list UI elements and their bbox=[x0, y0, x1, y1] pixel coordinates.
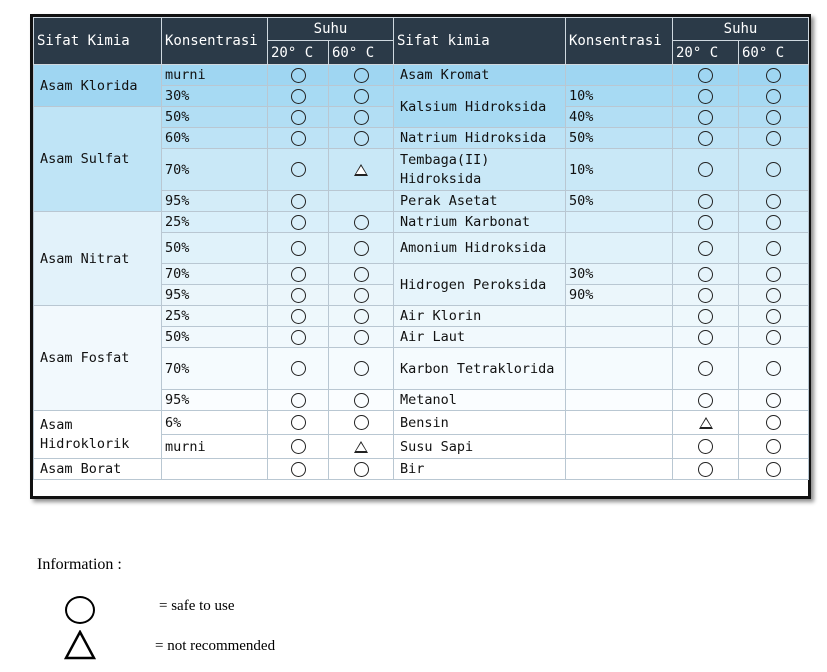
circle-icon bbox=[766, 462, 781, 477]
rating-20c-left bbox=[268, 390, 329, 411]
circle-icon bbox=[354, 288, 369, 303]
rating-60c-right bbox=[739, 285, 809, 306]
rating-60c-left bbox=[329, 191, 394, 212]
chemical-name-right: Air Laut bbox=[394, 327, 566, 348]
chemical-name-right: Metanol bbox=[394, 390, 566, 411]
rating-60c-left bbox=[329, 86, 394, 107]
header-20c-right: 20° C bbox=[673, 41, 739, 65]
rating-60c-left bbox=[329, 285, 394, 306]
rating-20c-left bbox=[268, 212, 329, 233]
rating-20c-right bbox=[673, 435, 739, 459]
rating-60c-right bbox=[739, 107, 809, 128]
circle-icon bbox=[698, 241, 713, 256]
rating-60c-left bbox=[329, 459, 394, 480]
rating-60c-right bbox=[739, 191, 809, 212]
rating-20c-right bbox=[673, 233, 739, 264]
circle-icon bbox=[766, 439, 781, 454]
concentration-right: 50% bbox=[566, 128, 673, 149]
circle-icon bbox=[291, 330, 306, 345]
chemical-name-right: Natrium Hidroksida bbox=[394, 128, 566, 149]
table-row bbox=[34, 459, 809, 480]
concentration-left: murni bbox=[162, 435, 268, 459]
concentration-right bbox=[566, 327, 673, 348]
rating-20c-left bbox=[268, 233, 329, 264]
rating-60c-left bbox=[329, 233, 394, 264]
concentration-right bbox=[566, 435, 673, 459]
concentration-left: 70% bbox=[162, 149, 268, 191]
rating-20c-right bbox=[673, 149, 739, 191]
circle-icon bbox=[698, 215, 713, 230]
concentration-left: 70% bbox=[162, 348, 268, 390]
circle-icon bbox=[766, 89, 781, 104]
table-row bbox=[34, 411, 809, 435]
circle-icon bbox=[766, 330, 781, 345]
concentration-left: 25% bbox=[162, 212, 268, 233]
circle-icon bbox=[766, 162, 781, 177]
table-body bbox=[34, 65, 809, 480]
header-suhu-left: Suhu bbox=[268, 18, 394, 41]
concentration-right: 50% bbox=[566, 191, 673, 212]
rating-60c-left bbox=[329, 107, 394, 128]
header-konsentrasi-right: Konsentrasi bbox=[566, 18, 673, 65]
rating-20c-right bbox=[673, 107, 739, 128]
rating-60c-left bbox=[329, 212, 394, 233]
concentration-left: 6% bbox=[162, 411, 268, 435]
rating-60c-left bbox=[329, 264, 394, 285]
circle-icon bbox=[698, 439, 713, 454]
rating-20c-right bbox=[673, 128, 739, 149]
circle-icon bbox=[698, 361, 713, 376]
circle-icon bbox=[766, 194, 781, 209]
concentration-right bbox=[566, 233, 673, 264]
concentration-right: 90% bbox=[566, 285, 673, 306]
rating-60c-right bbox=[739, 306, 809, 327]
circle-icon bbox=[291, 267, 306, 282]
chemical-name-right: Natrium Karbonat bbox=[394, 212, 566, 233]
circle-icon bbox=[698, 131, 713, 146]
rating-20c-left bbox=[268, 107, 329, 128]
chemical-name-right: Karbon Tetraklorida bbox=[394, 348, 566, 390]
rating-20c-right bbox=[673, 306, 739, 327]
concentration-left bbox=[162, 459, 268, 480]
rating-60c-left bbox=[329, 327, 394, 348]
chemical-name-right: Tembaga(II) Hidroksida bbox=[394, 149, 566, 191]
rating-60c-left bbox=[329, 435, 394, 459]
header-sifat-kimia-left: Sifat Kimia bbox=[34, 18, 162, 65]
rating-20c-left bbox=[268, 149, 329, 191]
chemical-name-left: Asam Fosfat bbox=[34, 306, 162, 411]
chemical-name-left: Asam Sulfat bbox=[34, 107, 162, 212]
circle-icon bbox=[766, 131, 781, 146]
rating-60c-right bbox=[739, 65, 809, 86]
rating-20c-right bbox=[673, 411, 739, 435]
chemical-name-left: Asam Nitrat bbox=[34, 212, 162, 306]
circle-icon bbox=[354, 215, 369, 230]
concentration-right bbox=[566, 411, 673, 435]
concentration-left: murni bbox=[162, 65, 268, 86]
rating-20c-left bbox=[268, 348, 329, 390]
circle-icon bbox=[354, 361, 369, 376]
chemical-name-right: Bensin bbox=[394, 411, 566, 435]
concentration-left: 95% bbox=[162, 390, 268, 411]
rating-20c-left bbox=[268, 191, 329, 212]
rating-20c-right bbox=[673, 65, 739, 86]
chemical-resistance-table-frame bbox=[30, 14, 811, 499]
circle-icon bbox=[698, 288, 713, 303]
rating-60c-right bbox=[739, 411, 809, 435]
rating-60c-left bbox=[329, 65, 394, 86]
circle-icon bbox=[698, 309, 713, 324]
chemical-name-right: Perak Asetat bbox=[394, 191, 566, 212]
concentration-right bbox=[566, 212, 673, 233]
rating-20c-left bbox=[268, 306, 329, 327]
concentration-left: 95% bbox=[162, 285, 268, 306]
rating-20c-right bbox=[673, 191, 739, 212]
circle-icon bbox=[766, 309, 781, 324]
circle-icon bbox=[766, 288, 781, 303]
rating-60c-right bbox=[739, 459, 809, 480]
circle-icon bbox=[354, 330, 369, 345]
concentration-left: 30% bbox=[162, 86, 268, 107]
circle-icon bbox=[354, 393, 369, 408]
circle-icon bbox=[766, 241, 781, 256]
table-row bbox=[34, 306, 809, 327]
concentration-right: 40% bbox=[566, 107, 673, 128]
circle-icon bbox=[291, 89, 306, 104]
circle-icon bbox=[698, 194, 713, 209]
triangle-icon bbox=[64, 630, 96, 660]
circle-icon bbox=[766, 110, 781, 125]
rating-60c-left bbox=[329, 390, 394, 411]
rating-60c-right bbox=[739, 435, 809, 459]
rating-20c-left bbox=[268, 459, 329, 480]
rating-20c-left bbox=[268, 435, 329, 459]
rating-20c-left bbox=[268, 285, 329, 306]
header-60c-left: 60° C bbox=[329, 41, 394, 65]
rating-60c-left bbox=[329, 128, 394, 149]
circle-icon bbox=[291, 393, 306, 408]
circle-icon bbox=[766, 415, 781, 430]
circle-icon bbox=[698, 68, 713, 83]
chemical-name-right: Asam Kromat bbox=[394, 65, 566, 86]
circle-icon bbox=[354, 462, 369, 477]
rating-20c-left bbox=[268, 128, 329, 149]
header-60c-right: 60° C bbox=[739, 41, 809, 65]
legend-triangle-label: = not recommended bbox=[155, 638, 276, 654]
rating-20c-right bbox=[673, 86, 739, 107]
rating-60c-right bbox=[739, 212, 809, 233]
chemical-name-right: Kalsium Hidroksida bbox=[394, 86, 566, 128]
circle-icon bbox=[291, 194, 306, 209]
rating-20c-right bbox=[673, 459, 739, 480]
rating-60c-right bbox=[739, 86, 809, 107]
circle-icon bbox=[698, 89, 713, 104]
header-20c-left: 20° C bbox=[268, 41, 329, 65]
circle-icon bbox=[698, 110, 713, 125]
rating-60c-right bbox=[739, 348, 809, 390]
circle-icon bbox=[766, 68, 781, 83]
rating-60c-left bbox=[329, 149, 394, 191]
chemical-name-right: Hidrogen Peroksida bbox=[394, 264, 566, 306]
circle-icon bbox=[354, 89, 369, 104]
concentration-right bbox=[566, 306, 673, 327]
concentration-left: 70% bbox=[162, 264, 268, 285]
concentration-right: 30% bbox=[566, 264, 673, 285]
circle-icon bbox=[291, 241, 306, 256]
chemical-name-right: Air Klorin bbox=[394, 306, 566, 327]
header-suhu-right: Suhu bbox=[673, 18, 809, 41]
circle-icon bbox=[291, 68, 306, 83]
rating-20c-right bbox=[673, 264, 739, 285]
circle-icon bbox=[291, 415, 306, 430]
circle-icon bbox=[766, 361, 781, 376]
rating-60c-left bbox=[329, 348, 394, 390]
concentration-left: 95% bbox=[162, 191, 268, 212]
rating-60c-left bbox=[329, 306, 394, 327]
chemical-name-right: Susu Sapi bbox=[394, 435, 566, 459]
circle-icon bbox=[766, 267, 781, 282]
rating-60c-right bbox=[739, 390, 809, 411]
circle-icon bbox=[291, 309, 306, 324]
concentration-left: 25% bbox=[162, 306, 268, 327]
concentration-left: 50% bbox=[162, 233, 268, 264]
circle-icon bbox=[766, 215, 781, 230]
circle-icon bbox=[291, 288, 306, 303]
rating-60c-right bbox=[739, 264, 809, 285]
table-row bbox=[34, 212, 809, 233]
rating-60c-right bbox=[739, 327, 809, 348]
circle-icon bbox=[698, 462, 713, 477]
circle-icon bbox=[766, 393, 781, 408]
rating-60c-right bbox=[739, 149, 809, 191]
rating-20c-right bbox=[673, 390, 739, 411]
chemical-name-left: Asam Klorida bbox=[34, 65, 162, 107]
rating-20c-left bbox=[268, 327, 329, 348]
circle-icon bbox=[698, 267, 713, 282]
concentration-left: 60% bbox=[162, 128, 268, 149]
triangle-icon bbox=[354, 164, 368, 176]
table-row bbox=[34, 65, 809, 86]
concentration-right: 10% bbox=[566, 86, 673, 107]
chemical-name-right: Bir bbox=[394, 459, 566, 480]
rating-20c-right bbox=[673, 285, 739, 306]
legend-circle-label: = safe to use bbox=[159, 598, 235, 614]
circle-icon bbox=[354, 241, 369, 256]
circle-icon bbox=[354, 415, 369, 430]
rating-20c-right bbox=[673, 327, 739, 348]
chemical-resistance-table bbox=[33, 17, 809, 480]
header-konsentrasi-left: Konsentrasi bbox=[162, 18, 268, 65]
concentration-right bbox=[566, 348, 673, 390]
circle-icon bbox=[291, 439, 306, 454]
chemical-name-right: Amonium Hidroksida bbox=[394, 233, 566, 264]
rating-60c-right bbox=[739, 233, 809, 264]
circle-icon bbox=[291, 361, 306, 376]
circle-icon bbox=[291, 110, 306, 125]
circle-icon bbox=[354, 267, 369, 282]
rating-20c-left bbox=[268, 264, 329, 285]
circle-icon bbox=[354, 131, 369, 146]
rating-20c-left bbox=[268, 65, 329, 86]
circle-icon bbox=[698, 162, 713, 177]
circle-icon bbox=[65, 596, 95, 624]
triangle-icon bbox=[699, 417, 713, 429]
concentration-right bbox=[566, 390, 673, 411]
header-sifat-kimia-right: Sifat kimia bbox=[394, 18, 566, 65]
triangle-icon bbox=[354, 441, 368, 453]
circle-icon bbox=[354, 68, 369, 83]
rating-60c-left bbox=[329, 411, 394, 435]
circle-icon bbox=[291, 162, 306, 177]
header-row-top bbox=[34, 18, 809, 41]
circle-icon bbox=[291, 215, 306, 230]
concentration-right: 10% bbox=[566, 149, 673, 191]
rating-20c-right bbox=[673, 348, 739, 390]
rating-20c-left bbox=[268, 411, 329, 435]
circle-icon bbox=[354, 309, 369, 324]
rating-20c-right bbox=[673, 212, 739, 233]
circle-icon bbox=[698, 330, 713, 345]
concentration-left: 50% bbox=[162, 107, 268, 128]
rating-60c-right bbox=[739, 128, 809, 149]
concentration-right bbox=[566, 65, 673, 86]
circle-icon bbox=[354, 110, 369, 125]
legend-title: Information : bbox=[37, 556, 122, 573]
circle-icon bbox=[291, 131, 306, 146]
circle-icon bbox=[698, 393, 713, 408]
chemical-name-left: Asam Hidroklorik bbox=[34, 411, 162, 459]
rating-20c-left bbox=[268, 86, 329, 107]
concentration-left: 50% bbox=[162, 327, 268, 348]
concentration-right bbox=[566, 459, 673, 480]
chemical-name-left: Asam Borat bbox=[34, 459, 162, 480]
circle-icon bbox=[291, 462, 306, 477]
